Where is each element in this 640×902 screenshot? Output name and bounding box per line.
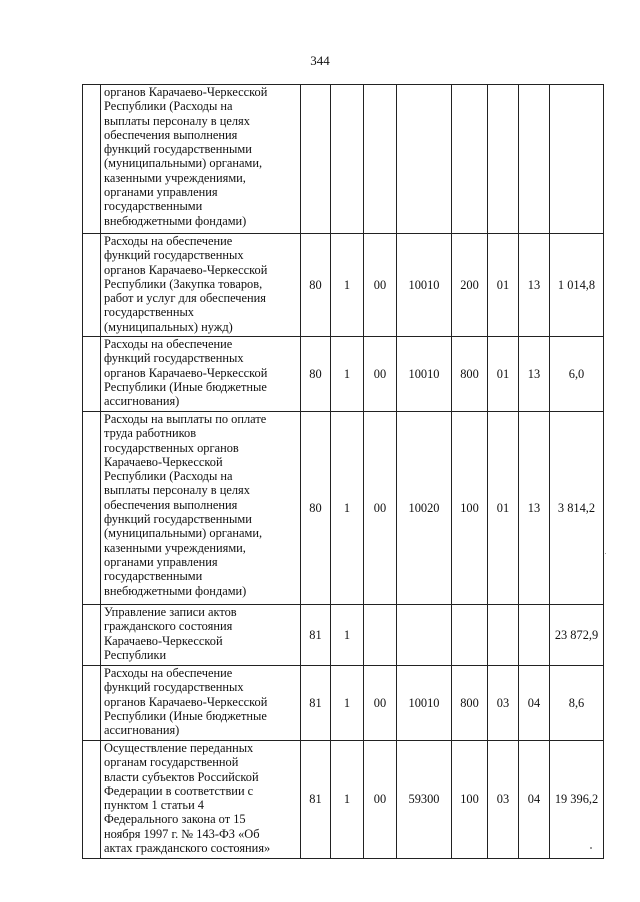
- amount-cell: 6,0: [550, 337, 604, 412]
- program-code-cell: 1: [331, 234, 364, 337]
- row-number-cell: [83, 412, 101, 605]
- amount-cell: 3 814,2: [550, 412, 604, 605]
- expense-type-cell: 200: [452, 234, 488, 337]
- section-cell: 03: [488, 666, 519, 741]
- admin-code-cell: 80: [301, 234, 331, 337]
- amount-cell: 19 396,2: [550, 741, 604, 859]
- scan-speck: [590, 847, 592, 849]
- direction-code-cell: 10010: [397, 666, 452, 741]
- expense-type-cell: [452, 85, 488, 234]
- subsection-cell: [519, 85, 550, 234]
- direction-code-cell: 59300: [397, 741, 452, 859]
- description-cell: органов Карачаево-Черкесской Республики (Расходы на выплаты персоналу в целях обеспечения выполнения функций государственными (муниципальными) органами, казенными учреждениями, органами управления государственными внебюджетными фондами): [101, 85, 301, 234]
- table-row: [83, 666, 604, 741]
- subprogram-code-cell: [364, 605, 397, 666]
- section-cell: 01: [488, 412, 519, 605]
- table-row: [83, 337, 604, 412]
- program-code-cell: 1: [331, 605, 364, 666]
- expense-type-cell: 800: [452, 337, 488, 412]
- table-row: [83, 234, 604, 337]
- admin-code-cell: 81: [301, 666, 331, 741]
- table-row: [83, 412, 604, 605]
- direction-code-cell: [397, 85, 452, 234]
- expense-type-cell: [452, 605, 488, 666]
- program-code-cell: [331, 85, 364, 234]
- amount-cell: 8,6: [550, 666, 604, 741]
- row-number-cell: [83, 666, 101, 741]
- expense-type-cell: 800: [452, 666, 488, 741]
- table-row: [83, 605, 604, 666]
- description-cell: Расходы на обеспечение функций государственных органов Карачаево-Черкесской Республики (Иные бюджетные ассигнования): [101, 337, 301, 412]
- subsection-cell: [519, 605, 550, 666]
- row-number-cell: [83, 605, 101, 666]
- direction-code-cell: 10010: [397, 337, 452, 412]
- description-cell: Расходы на обеспечение функций государственных органов Карачаево-Черкесской Республики (Иные бюджетные ассигнования): [101, 666, 301, 741]
- section-cell: [488, 85, 519, 234]
- subprogram-code-cell: 00: [364, 234, 397, 337]
- admin-code-cell: 80: [301, 412, 331, 605]
- description-cell: Расходы на выплаты по оплате труда работников государственных органов Карачаево-Черкесской Республики (Расходы на выплаты персоналу в целях обеспечения выполнения функций государственными (муниципальными) органами, казенными учреждениями, органами управления государственными внебюджетными фондами): [101, 412, 301, 605]
- amount-cell: 1 014,8: [550, 234, 604, 337]
- admin-code-cell: 80: [301, 337, 331, 412]
- row-number-cell: [83, 337, 101, 412]
- admin-code-cell: 81: [301, 605, 331, 666]
- direction-code-cell: 10010: [397, 234, 452, 337]
- direction-code-cell: 10020: [397, 412, 452, 605]
- program-code-cell: 1: [331, 412, 364, 605]
- table-row: [83, 85, 604, 234]
- table-row: [83, 741, 604, 859]
- description-cell: Управление записи актов гражданского состояния Карачаево-Черкесской Республики: [101, 605, 301, 666]
- section-cell: [488, 605, 519, 666]
- subprogram-code-cell: 00: [364, 741, 397, 859]
- row-number-cell: [83, 85, 101, 234]
- description-cell: Расходы на обеспечение функций государственных органов Карачаево-Черкесской Республики (Закупка товаров, работ и услуг для обеспечения государственных (муниципальных) нужд): [101, 234, 301, 337]
- direction-code-cell: [397, 605, 452, 666]
- subprogram-code-cell: [364, 85, 397, 234]
- subprogram-code-cell: 00: [364, 412, 397, 605]
- section-cell: 01: [488, 234, 519, 337]
- amount-cell: 23 872,9: [550, 605, 604, 666]
- subsection-cell: 13: [519, 234, 550, 337]
- budget-table: [82, 84, 604, 859]
- subprogram-code-cell: 00: [364, 337, 397, 412]
- description-cell: Осуществление переданных органам государственной власти субъектов Российской Федерации в соответствии с пунктом 1 статьи 4 Федерального закона от 15 ноября 1997 г. № 143-ФЗ «Об актах гражданского состояния»: [101, 741, 301, 859]
- section-cell: 03: [488, 741, 519, 859]
- program-code-cell: 1: [331, 666, 364, 741]
- amount-cell: [550, 85, 604, 234]
- admin-code-cell: 81: [301, 741, 331, 859]
- subsection-cell: 04: [519, 741, 550, 859]
- subsection-cell: 13: [519, 337, 550, 412]
- subsection-cell: 04: [519, 666, 550, 741]
- subprogram-code-cell: 00: [364, 666, 397, 741]
- admin-code-cell: [301, 85, 331, 234]
- row-number-cell: [83, 741, 101, 859]
- program-code-cell: 1: [331, 741, 364, 859]
- expense-type-cell: 100: [452, 741, 488, 859]
- page-number: 344: [310, 53, 330, 68]
- scan-speck: [605, 553, 606, 554]
- section-cell: 01: [488, 337, 519, 412]
- row-number-cell: [83, 234, 101, 337]
- subsection-cell: 13: [519, 412, 550, 605]
- program-code-cell: 1: [331, 337, 364, 412]
- expense-type-cell: 100: [452, 412, 488, 605]
